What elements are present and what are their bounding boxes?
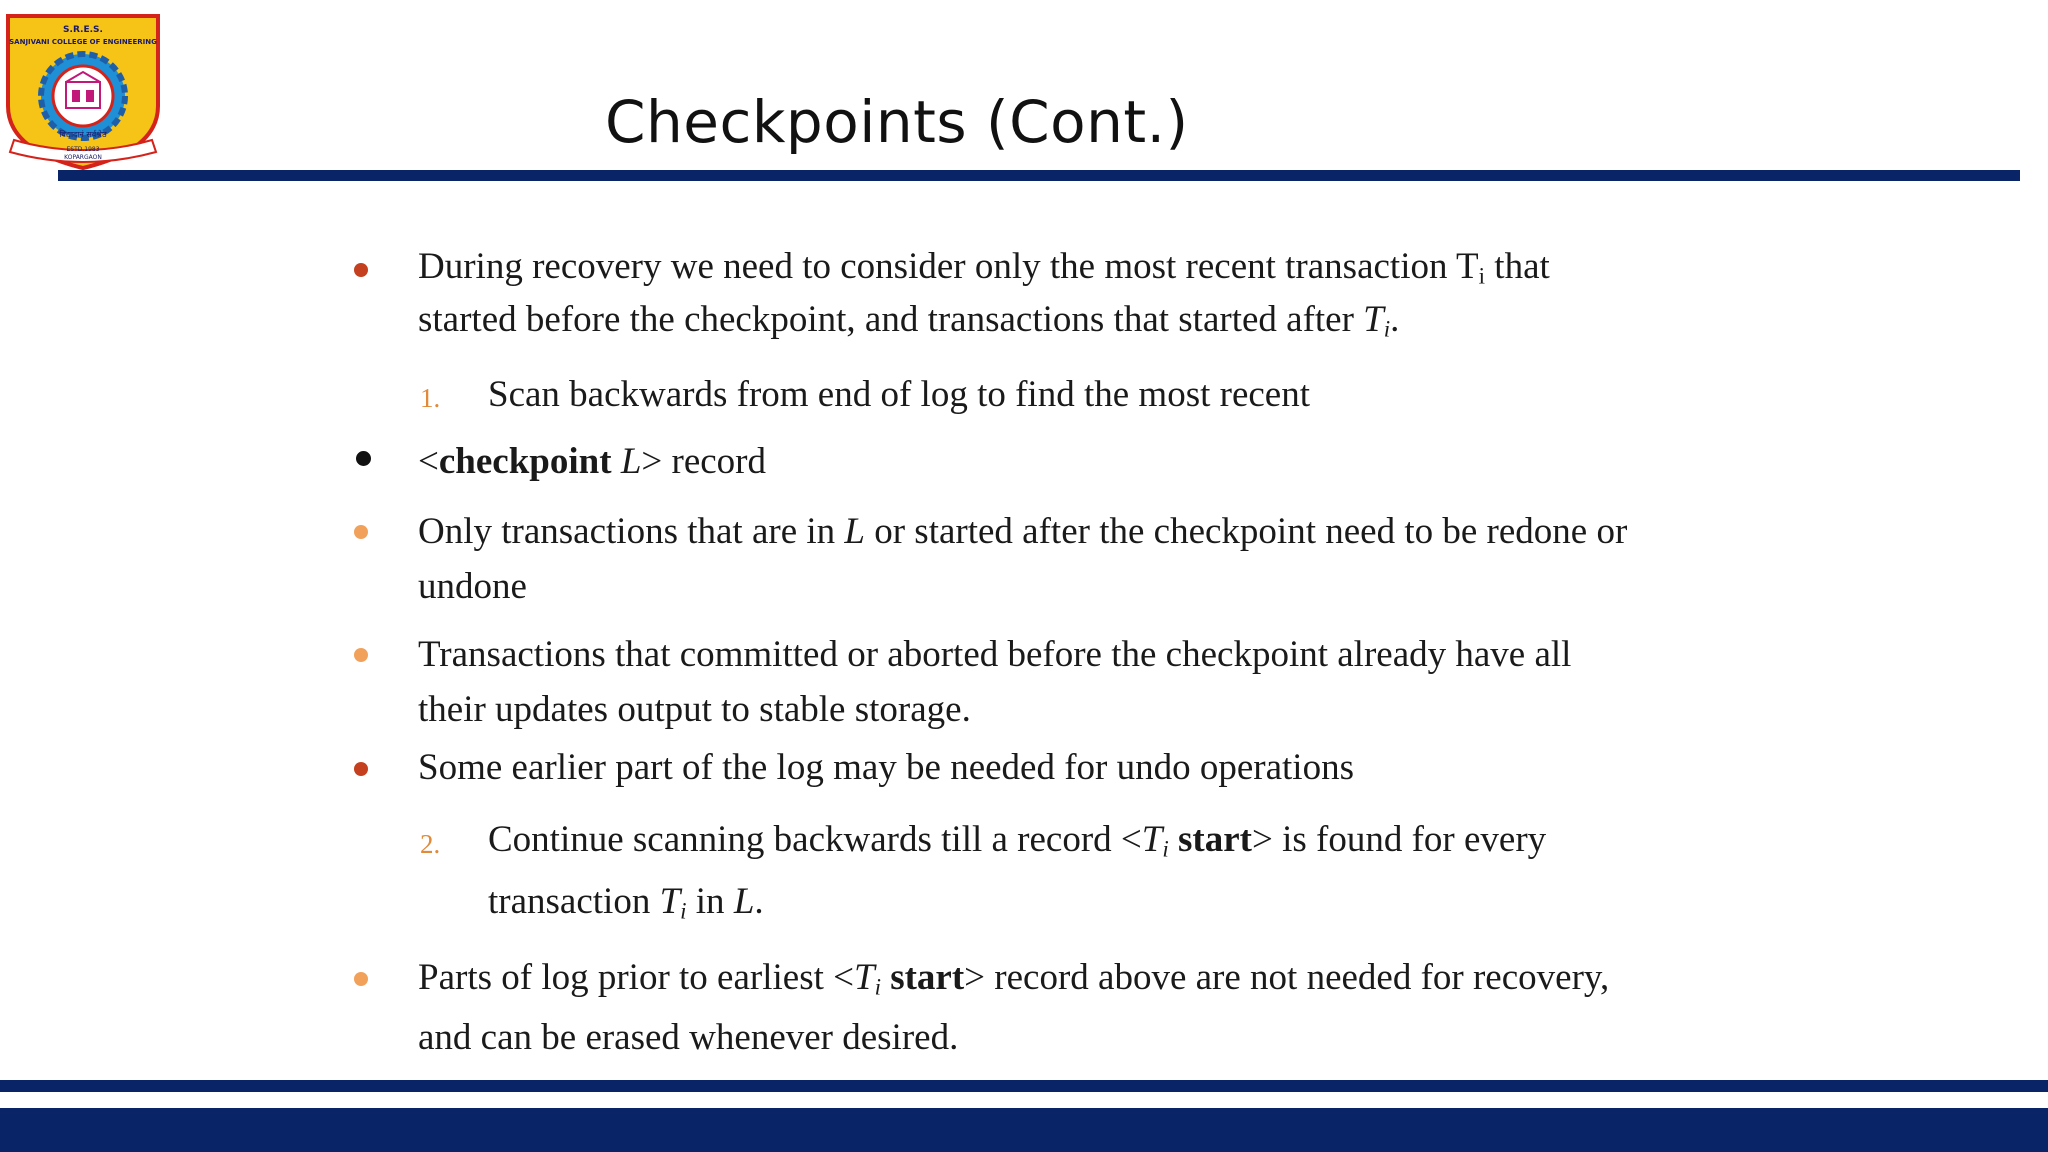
bullet-dot [354, 762, 368, 776]
math-var: L [844, 511, 865, 552]
math-var: T [1363, 299, 1384, 340]
subscript: i [1383, 316, 1391, 342]
text-span: or started after the checkpoint need to be redone or [864, 511, 1628, 552]
text-span: < [418, 441, 439, 482]
text-span: that [1485, 246, 1550, 287]
subscript: i [680, 898, 687, 924]
bullet-6-line-1 [418, 956, 1609, 1000]
text-span: started before the checkpoint, and transactions that started after [418, 299, 1364, 340]
bold-text: checkpoint [438, 441, 612, 482]
bullet-4-line-2: their updates output to stable storage. [418, 689, 971, 730]
logo-estd: ESTD.1983 [66, 146, 100, 153]
bullet-2-line [418, 440, 766, 484]
subscript: i [1478, 263, 1486, 289]
bullet-6-line-2: and can be erased whenever desired. [418, 1017, 959, 1058]
logo-motto: विद्यादानं सर्वश्रेष्ठ [59, 130, 107, 139]
bullet-dot [354, 648, 368, 662]
title-underline [58, 170, 2020, 181]
bullet-dot [356, 451, 371, 466]
footer-rule [0, 1080, 2048, 1092]
footer-bar [0, 1108, 2048, 1152]
text-span: > is found for every [1251, 819, 1547, 860]
bullet-4-line-1: Transactions that committed or aborted before the checkpoint already have all [418, 634, 1572, 675]
math-var: T [659, 881, 681, 922]
bullet-dot [354, 972, 368, 986]
college-logo [0, 10, 166, 170]
math-var: L [733, 881, 755, 922]
numbered-item-1: Scan backwards from end of log to find the most recent [488, 374, 1310, 415]
text-span: . [1390, 299, 1400, 340]
bold-text: start [1168, 819, 1252, 860]
list-number-1: 1. [420, 383, 441, 413]
text-span: Only transactions that are in [418, 511, 845, 552]
bullet-3-line-1 [418, 510, 1627, 554]
math-var: L [620, 441, 642, 482]
text-span: . [754, 881, 764, 922]
bullet-dot [354, 263, 368, 277]
text-span: in [686, 881, 734, 922]
text-span: > record [641, 441, 766, 482]
text-span: > record above are not needed for recovery, [964, 957, 1610, 998]
subscript: i [874, 974, 881, 1000]
numbered-item-2-line-1 [488, 818, 1546, 862]
logo-place: KOPARGAON [64, 154, 102, 161]
text-span: Parts of log prior to earliest < [418, 957, 854, 998]
math-var: T [1141, 819, 1163, 860]
bold-text: start [880, 957, 965, 998]
bullet-3-line-2: undone [418, 566, 527, 607]
bullet-5-line: Some earlier part of the log may be needed for undo operations [418, 747, 1354, 788]
bullet-dot [354, 525, 368, 539]
slide-title: Checkpoints (Cont.) [605, 88, 1189, 156]
numbered-item-2-line-2 [488, 880, 764, 924]
list-number-2: 2. [420, 829, 441, 859]
text-span: During recovery we need to consider only the most recent transaction T [418, 246, 1479, 287]
math-var: T [854, 957, 875, 998]
bullet-1-line-1 [418, 245, 1550, 289]
subscript: i [1162, 836, 1169, 862]
text-span: Continue scanning backwards till a record < [488, 819, 1142, 860]
text-span: transaction [488, 881, 660, 922]
text-span [612, 441, 621, 482]
logo-top-text: S.R.E.S. [63, 25, 103, 35]
bullet-1-line-2 [418, 298, 1399, 342]
logo-name: SANJIVANI COLLEGE OF ENGINEERING [9, 38, 157, 46]
